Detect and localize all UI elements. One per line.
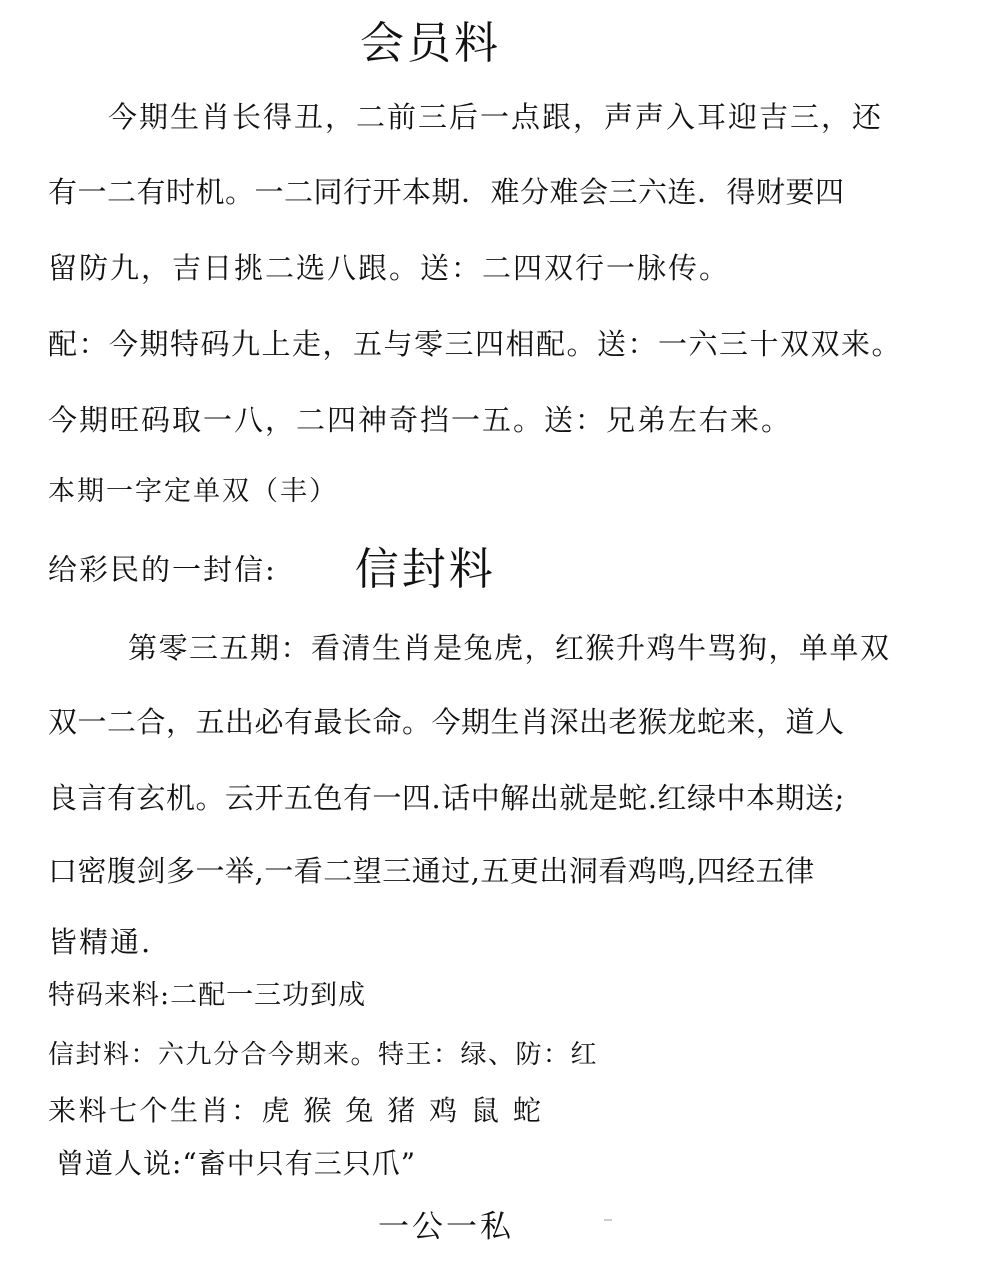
member-paragraph-line-2: 有一二有时机。一二同行开本期．难分难会三六连．得财要四 [48,175,845,209]
footer-text: 一公一私 [378,1209,514,1245]
envelope-paragraph-line-5: 皆精通. [48,925,153,959]
scan-mark [604,1219,612,1221]
envelope-paragraph-line-2: 双一二合，五出必有最长命。今期生肖深出老猴龙蛇来，道人 [48,705,845,739]
member-title: 会员料 [360,18,501,69]
envelope-material-line: 信封料：六九分合今期来。特王：绿、防：红 [48,1040,599,1070]
wang-line: 今期旺码取一八，二四神奇挡一五。送：兄弟左右来。 [48,403,793,437]
special-code-line: 特码来料:二配一三功到成 [48,980,367,1011]
envelope-heading-row [48,544,496,595]
taoist-quote-line: 曾道人说:“畜中只有三只爪” [56,1147,417,1180]
pei-line: 配：今期特码九上走，五与零三四相配。送：一六三十双双来。 [48,327,903,361]
envelope-paragraph-line-3: 良言有玄机。云开五色有一四.话中解出就是蛇.红绿中本期送; [48,781,845,815]
envelope-paragraph-line-1: 第零三五期：看清生肖是兔虎，红猴升鸡牛骂狗，单单双 [128,631,891,665]
envelope-paragraph-line-4: 口密腹剑多一举,一看二望三通过,五更出洞看鸡鸣,四经五律 [48,854,815,888]
member-paragraph-line-3: 留防九，吉日挑二选八跟。送：二四双行一脉传。 [48,251,731,285]
zodiac-line: 来料七个生肖：虎 猴 兔 猪 鸡 鼠 蛇 [48,1094,544,1127]
member-paragraph-line-1: 今期生肖长得丑，二前三后一点跟，声声入耳迎吉三，还 [108,100,884,134]
single-double-line: 本期一字定单双（丰） [48,476,338,507]
envelope-lead: 给彩民的一封信: [48,552,277,587]
envelope-title: 信封料 [354,544,496,595]
